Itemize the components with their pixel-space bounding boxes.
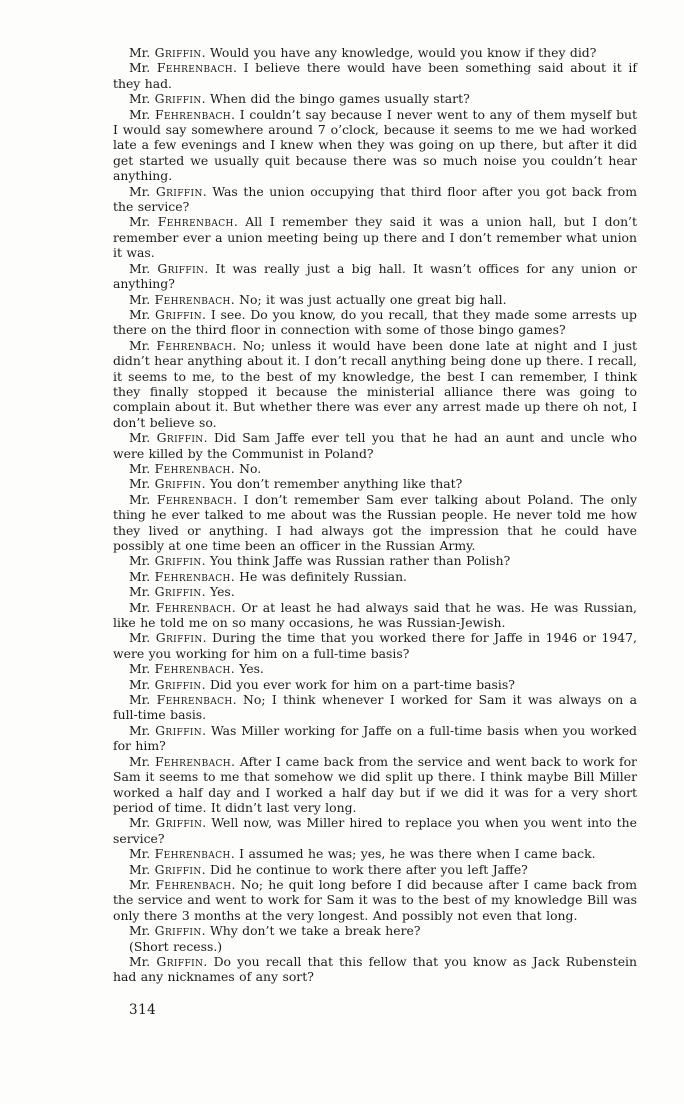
transcript-paragraph [113, 553, 637, 568]
speaker-name: Mr. Fehrenbach. [129, 692, 237, 708]
speaker-name: Mr. Fehrenbach. [129, 876, 236, 892]
transcript-paragraph [113, 569, 637, 584]
transcript-paragraph [113, 214, 637, 260]
transcript-paragraph [113, 91, 637, 106]
paragraph-text: Did you ever work for him on a part-time basis? [210, 676, 515, 692]
transcript-paragraph [113, 862, 637, 877]
speaker-name: Mr. Griffin. [129, 953, 208, 969]
speaker-surname: Fehrenbach [154, 846, 231, 862]
speaker-surname: Fehrenbach [155, 599, 232, 615]
page-number: 314 [129, 1001, 157, 1018]
speaker-name: Mr. Fehrenbach. [129, 106, 235, 122]
transcript-paragraph [113, 692, 637, 723]
paragraph-text: No; he quit long before I did because after I came back from the service and went to work for Sam it was to the best of my knowledge Bill was only there 3 months at the very longest. And possibly not even that long. [113, 876, 637, 923]
speaker-surname: Griffin [155, 183, 203, 199]
paragraph-text: Why don’t we take a break here? [210, 923, 421, 939]
speaker-name: Mr. Griffin. [129, 861, 206, 877]
speaker-surname: Fehrenbach [154, 106, 232, 122]
paragraph-text: He was definitely Russian. [239, 568, 407, 584]
transcript-paragraph [113, 338, 637, 430]
paragraph-text: No; unless it would have been done late at night and I just didn’t hear anything about it. I don’t recall anything being done up there. I recall, it seems to me, to the best of my knowledge, the best I can remember, I think they finally stopped it because the ministerial alliance there was going to complain about it. But whether there was ever any arrest made up there oh not, I don’t believe so. [113, 337, 637, 430]
speaker-surname: Griffin [154, 923, 202, 939]
speaker-name: Mr. Fehrenbach. [129, 568, 235, 584]
speaker-surname: Fehrenbach [156, 692, 233, 708]
transcript-paragraph [113, 45, 637, 60]
speaker-name: Mr. Griffin. [129, 306, 206, 322]
transcript-paragraph [113, 754, 637, 816]
paragraph-text: Well now, was Miller hired to replace you when you went into the service? [113, 815, 637, 846]
transcript-paragraph [113, 661, 637, 676]
speaker-surname: Griffin [157, 260, 205, 276]
transcript-paragraph [113, 60, 637, 91]
speaker-surname: Griffin [154, 45, 202, 60]
transcript-paragraph [113, 461, 637, 476]
speaker-surname: Griffin [154, 861, 202, 877]
speaker-name: Mr. Fehrenbach. [129, 291, 235, 307]
paragraph-text: No. [239, 460, 262, 476]
speaker-name: Mr. Griffin. [129, 584, 206, 600]
speaker-name: Mr. Griffin. [129, 722, 207, 738]
paragraph-text: Was Miller working for Jaffe on a full-time basis when you worked for him? [113, 722, 637, 754]
paragraph-text: I don’t remember Sam ever talking about Poland. The only thing he ever talked to me about was the Russian people. He never told me how they lived or anything. I had always got the impression that he could have possibly at one time been an officer in the Russian Army. [113, 491, 637, 553]
paragraph-text: Did Sam Jaffe ever tell you that he had an aunt and uncle who were killed by the Communist in Poland? [113, 430, 637, 461]
transcript-paragraph [113, 954, 637, 985]
transcript-paragraph [113, 923, 637, 938]
speaker-name: Mr. Fehrenbach. [129, 599, 236, 615]
speaker-name: Mr. Fehrenbach. [129, 460, 235, 476]
paragraph-text: After I came back from the service and went back to work for Sam it seems to me that somehow we did split up there. I think maybe Bill Miller worked a half day and I worked a half day but if we did it was for a very short period of time. It didn’t last very long. [113, 753, 637, 815]
speaker-surname: Griffin [154, 584, 202, 600]
speaker-name: Mr. Fehrenbach. [129, 337, 237, 353]
speaker-surname: Griffin [154, 91, 202, 107]
speaker-name: Mr. Griffin. [129, 260, 209, 276]
speaker-name: Mr. Fehrenbach. [129, 491, 237, 507]
speaker-surname: Fehrenbach [154, 291, 231, 307]
speaker-surname: Griffin [155, 722, 203, 738]
speaker-name: Mr. Fehrenbach. [129, 846, 235, 862]
speaker-name: Mr. Fehrenbach. [129, 753, 235, 769]
speaker-surname: Fehrenbach [156, 337, 233, 353]
speaker-surname: Griffin [154, 476, 202, 492]
paragraph-text: Was the union occupying that third floor after you got back from the service? [113, 183, 637, 215]
paragraph-text: I couldn’t say because I never went to any of them myself but I would say somewhere around 7 o’clock, because it seems to me we had worked late a few evenings and I knew when they was going on up there, but after it did get started we usually quit because there was so much noise you couldn’t hear anything. [113, 106, 637, 184]
paragraph-text: Or at least he had always said that he was. He was Russian, like he told me on so many occasions, he was Russian-Jewish. [113, 599, 637, 631]
paragraph-text: I see. Do you know, do you recall, that they made some arrests up there on the third floor in connection with some of those bingo games? [113, 306, 637, 338]
transcript-paragraph [113, 476, 637, 491]
transcript-paragraph [113, 184, 637, 215]
transcript-paragraph [113, 292, 637, 307]
speaker-surname: Griffin [155, 815, 203, 831]
transcript [113, 45, 637, 985]
paragraph-text: It was really just a big hall. It wasn’t offices for any union or anything? [113, 260, 637, 292]
transcript-paragraph [113, 584, 637, 599]
speaker-surname: Fehrenbach [156, 60, 233, 76]
speaker-surname: Fehrenbach [154, 753, 232, 769]
speaker-name: Mr. Griffin. [129, 45, 206, 60]
speaker-name: Mr. Griffin. [129, 183, 207, 199]
transcript-paragraph [113, 307, 637, 338]
speaker-surname: Fehrenbach [154, 661, 231, 677]
paragraph-text: I believe there would have been something said about it if they had. [113, 60, 637, 91]
speaker-surname: Griffin [156, 953, 204, 969]
transcript-paragraph [113, 723, 637, 754]
transcript-paragraph [113, 261, 637, 292]
paragraph-text: Did he continue to work there after you left Jaffe? [210, 861, 528, 877]
speaker-surname: Fehrenbach [154, 568, 231, 584]
speaker-surname: Fehrenbach [155, 876, 232, 892]
paragraph-text: During the time that you worked there for Jaffe in 1946 or 1947, were you working for him on a full-time basis? [113, 630, 637, 661]
speaker-name: Mr. Fehrenbach. [129, 60, 237, 76]
paragraph-text: You think Jaffe was Russian rather than Polish? [210, 553, 511, 569]
speaker-name: Mr. Griffin. [129, 630, 207, 646]
paragraph-text: Do you recall that this fellow that you know as Jack Rubenstein had any nicknames of any sort? [113, 953, 637, 985]
transcript-paragraph [113, 877, 637, 923]
paragraph-text: Yes. [239, 661, 264, 677]
speaker-surname: Fehrenbach [156, 491, 233, 507]
speaker-name: Mr. Griffin. [129, 430, 208, 446]
speaker-name: Mr. Griffin. [129, 553, 206, 569]
speaker-name: Mr. Fehrenbach. [129, 214, 238, 230]
speaker-surname: Griffin [155, 630, 203, 646]
speaker-name: Mr. Griffin. [129, 676, 206, 692]
speaker-name: Mr. Griffin. [129, 815, 207, 831]
speaker-surname: Griffin [154, 553, 202, 569]
paragraph-text: No; it was just actually one great big hall. [239, 291, 507, 307]
speaker-surname: Griffin [154, 676, 202, 692]
speaker-name: Mr. Griffin. [129, 923, 206, 939]
paragraph-text: I assumed he was; yes, he was there when I came back. [239, 846, 596, 862]
paragraph-text: Would you have any knowledge, would you know if they did? [210, 45, 597, 60]
speaker-surname: Fehrenbach [154, 460, 231, 476]
transcript-paragraph [113, 815, 637, 846]
speaker-surname: Griffin [156, 430, 204, 446]
transcript-paragraph [113, 600, 637, 631]
paragraph-text: No; I think whenever I worked for Sam it was always on a full-time basis. [113, 692, 637, 723]
transcript-paragraph [113, 939, 637, 954]
speaker-surname: Fehrenbach [157, 214, 234, 230]
transcript-paragraph [113, 430, 637, 461]
paragraph-text: When did the bingo games usually start? [210, 91, 470, 107]
speaker-name: Mr. Griffin. [129, 476, 206, 492]
speaker-name: Mr. Fehrenbach. [129, 661, 235, 677]
speaker-name: Mr. Griffin. [129, 91, 206, 107]
paragraph-text: Yes. [210, 584, 235, 600]
transcript-paragraph [113, 846, 637, 861]
transcript-paragraph [113, 630, 637, 661]
speaker-surname: Griffin [155, 306, 202, 322]
transcript-paragraph [113, 677, 637, 692]
paragraph-text: All I remember they said it was a union hall, but I don’t remember ever a union meeting being up there and I don’t remember what union it was. [113, 214, 637, 261]
paragraph-text: You don’t remember anything like that? [210, 476, 463, 492]
transcript-paragraph [113, 107, 637, 184]
paragraph-text: (Short recess.) [129, 938, 223, 954]
transcript-paragraph [113, 492, 637, 554]
